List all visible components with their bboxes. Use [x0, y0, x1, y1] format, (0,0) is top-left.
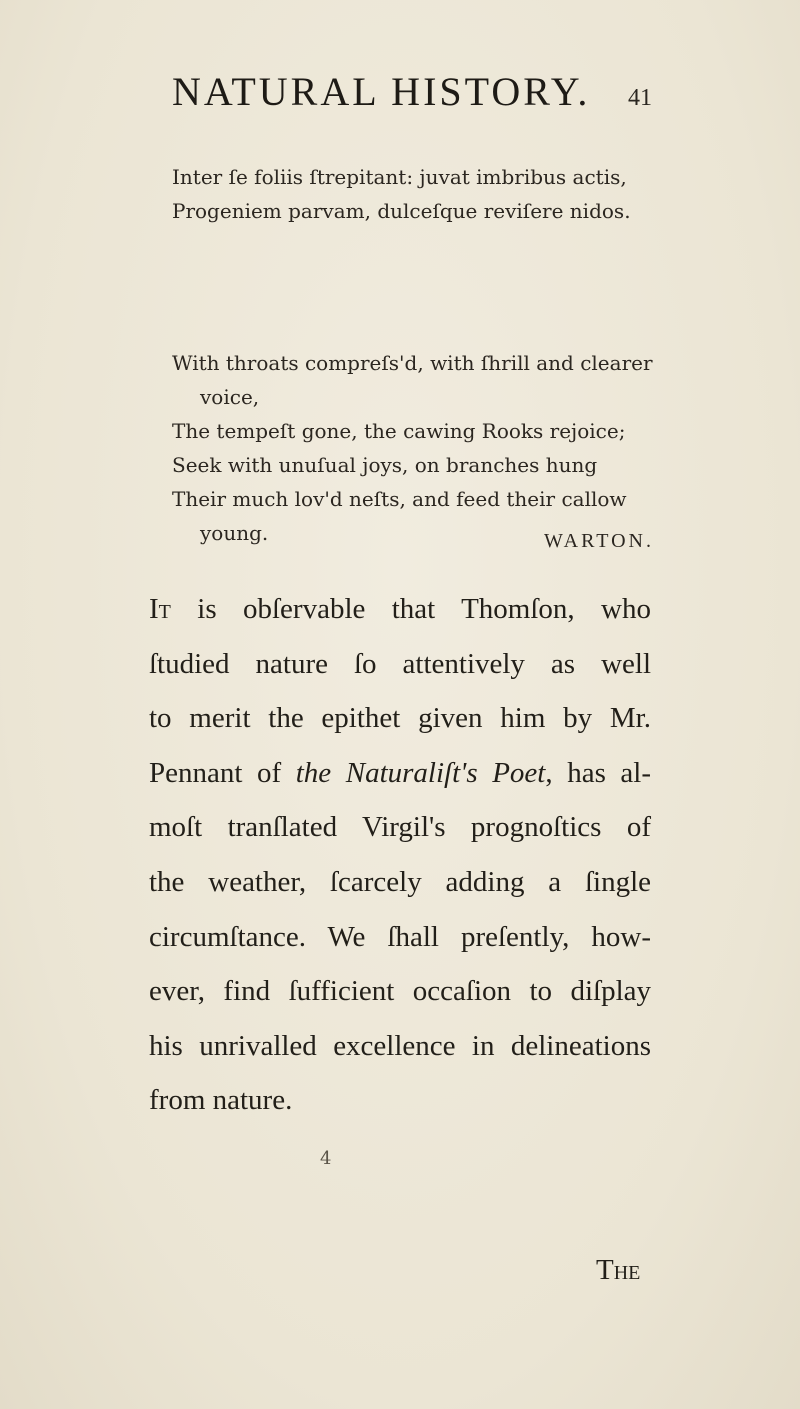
prose-line-text: is obſervable that Thomſon, who	[170, 593, 651, 625]
page-number: 41	[628, 85, 652, 111]
verse-line: With throats compreſs'd, with ſhrill and clearer	[172, 351, 653, 375]
prose-line: moſt tranſlated Virgil's prognoſtics of	[149, 811, 651, 844]
latin-verse	[172, 160, 692, 228]
prose-lead: It	[149, 593, 171, 625]
verse-line: voice,	[200, 385, 260, 409]
prose-line-text: Pennant of	[149, 756, 296, 789]
verse-attribution: WARTON.	[544, 530, 654, 552]
italic-phrase: the Naturaliſt's	[295, 756, 478, 789]
verse-line: Progeniem parvam, dulceſque reviſere nidos.	[172, 199, 631, 223]
prose-line: circumſtance. We ſhall preſently, how-	[149, 920, 651, 953]
prose-line-tail: , has al-	[545, 756, 652, 789]
verse-line: Their much lov'd neſts, and feed their callow	[172, 487, 627, 511]
verse-line: young.	[200, 521, 269, 545]
verse-line: Seek with unuſual joys, on branches hung	[172, 453, 598, 477]
prose-line: from nature.	[149, 1084, 293, 1117]
running-head: NATURAL HISTORY.	[172, 69, 591, 114]
prose-line: his unrivalled excellence in delineations	[149, 1029, 651, 1062]
page-header	[172, 68, 652, 115]
prose-line: the weather, ſcarcely adding a ſingle	[149, 865, 651, 898]
signature-mark: 4	[320, 1148, 332, 1169]
prose-line	[149, 746, 651, 801]
prose-line: ever, find ſufficient occaſion to diſplay	[149, 975, 651, 1008]
prose-line	[149, 582, 651, 637]
prose-line: to merit the epithet given him by Mr.	[149, 702, 651, 735]
italic-poet: Poet	[492, 756, 546, 789]
verse-line: Inter ſe foliis ſtrepitant: juvat imbribus actis,	[172, 165, 627, 189]
english-verse	[172, 346, 692, 550]
prose-paragraph	[149, 582, 651, 1128]
prose-line: ſtudied nature ſo attentively as well	[149, 647, 651, 680]
verse-line: The tempeſt gone, the cawing Rooks rejoice;	[172, 419, 626, 443]
catchword: The	[596, 1254, 641, 1286]
